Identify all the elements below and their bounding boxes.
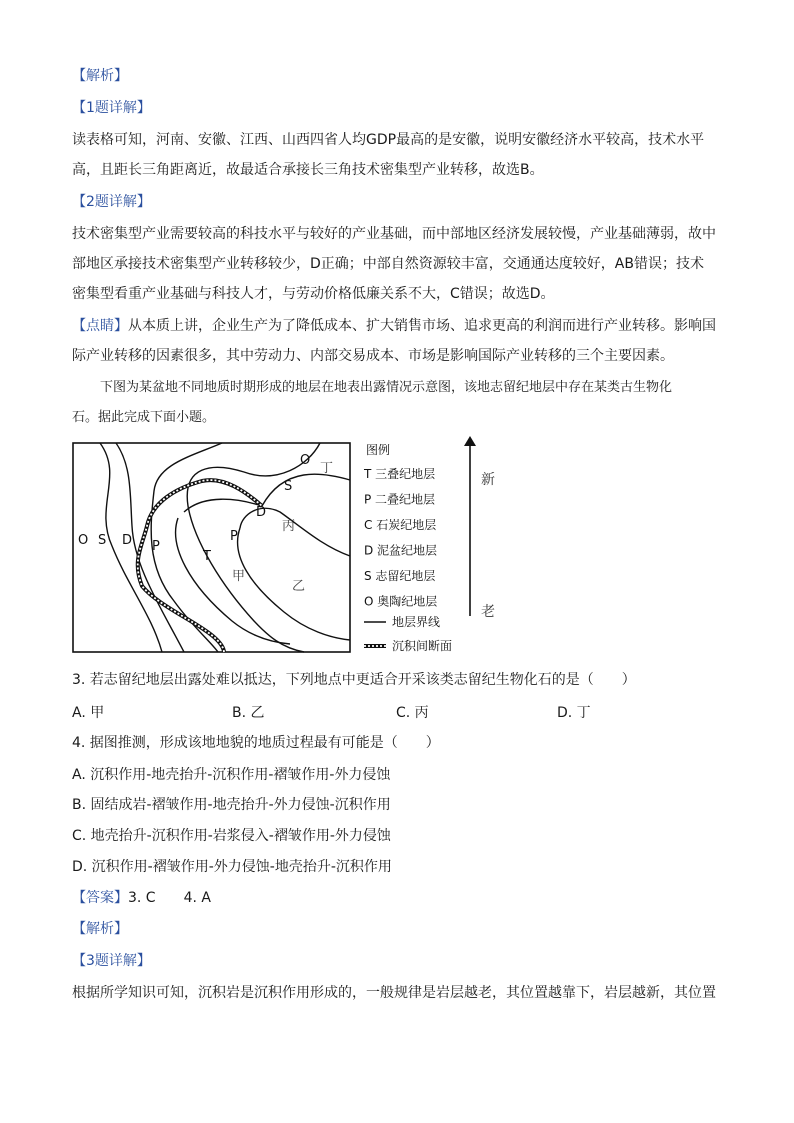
legend-item: P 二叠纪地层 [364, 492, 436, 507]
q3-option: C. 丙 [396, 705, 429, 721]
legend-item: C 石炭纪地层 [364, 518, 437, 532]
legend-item: S 志留纪地层 [364, 569, 436, 583]
q4-stem: 4. 据图推测，形成该地地貌的地质过程最有可能是（ ） [72, 735, 440, 751]
answer-text: 3. C 4. A [128, 890, 211, 906]
age-arrow-head [464, 436, 476, 446]
q4-option: C. 地壳抬升-沉积作用-岩浆侵入-褶皱作用-外力侵蚀 [72, 828, 391, 844]
place-label-ding: 丁 [320, 461, 334, 476]
q3-detail-heading: 【3题详解】 [72, 953, 151, 969]
q3-option: D. 丁 [557, 705, 591, 721]
stratum-label: O [78, 533, 89, 548]
answer-line [72, 888, 722, 908]
age-new-label: 新 [481, 472, 495, 488]
stratum-label: P [152, 539, 160, 554]
place-label-bing: 丙 [282, 519, 296, 534]
legend-boundary-label: 地层界线 [392, 615, 441, 629]
analysis-heading: 【解析】 [72, 68, 128, 84]
analysis-heading: 【解析】 [72, 921, 128, 937]
stratum-label: S [98, 533, 107, 548]
stratum-label: T [203, 549, 211, 564]
pointer-tag: 【点睛】 [72, 318, 128, 334]
q3-option: B. 乙 [232, 705, 265, 721]
q2-text-line: 密集型看重产业基础与科技人才，与劳动价格低廉关系不大，C错误；故选D。 [72, 286, 555, 302]
q1-detail-heading: 【1题详解】 [72, 100, 151, 116]
q2-text-line: 部地区承接技术密集型产业转移较少，D正确；中部自然资源较丰富，交通通达度较好，AB错误；技术 [72, 256, 704, 272]
legend-item: D 泥盆纪地层 [364, 543, 438, 558]
q4-option: D. 沉积作用-褶皱作用-外力侵蚀-地壳抬升-沉积作用 [72, 859, 392, 875]
legend-unconformity-label: 沉积间断面 [392, 639, 453, 653]
q2-detail-heading: 【2题详解】 [72, 194, 151, 210]
stratum-label: D [256, 505, 267, 520]
q3-stem: 3. 若志留纪地层出露处难以抵达，下列地点中更适合开采该类志留纪生物化石的是（ ） [72, 672, 636, 688]
legend-item: O 奥陶纪地层 [364, 594, 438, 609]
q4-option: A. 沉积作用-地壳抬升-沉积作用-褶皱作用-外力侵蚀 [72, 767, 391, 783]
pointer-text: 从本质上讲，企业生产为了降低成本、扩大销售市场、追求更高的利润而进行产业转移。影响国 [128, 318, 716, 334]
stratum-label: S [284, 479, 293, 494]
stratum-label: O [300, 453, 311, 468]
figure-caption: 下图为某盆地不同地质时期形成的地层在地表出露情况示意图，该地志留纪地层中存在某类古生物化 [100, 380, 673, 395]
legend-item: T 三叠纪地层 [364, 467, 436, 481]
stratum-label: P [230, 529, 238, 544]
pointer-paragraph [72, 316, 722, 336]
geologic-map-figure [72, 436, 712, 658]
age-old-label: 老 [481, 604, 495, 620]
q3-option: A. 甲 [72, 705, 105, 721]
q1-text-line: 高，且距长三角距离近，故最适合承接长三角技术密集型产业转移，故选B。 [72, 162, 544, 178]
place-label-yi: 乙 [292, 579, 306, 594]
q3-text-line: 根据所学知识可知，沉积岩是沉积作用形成的，一般规律是岩层越老，其位置越靠下，岩层越新，其位置 [72, 985, 716, 1001]
q1-text-line: 读表格可知，河南、安徽、江西、山西四省人均GDP最高的是安徽，说明安徽经济水平较高，技术水平 [72, 132, 705, 148]
legend-title: 图例 [366, 443, 391, 457]
pointer-text-line: 际产业转移的因素很多，其中劳动力、内部交易成本、市场是影响国际产业转移的三个主要因素。 [72, 348, 674, 364]
q4-option: B. 固结成岩-褶皱作用-地壳抬升-外力侵蚀-沉积作用 [72, 797, 391, 813]
boundary-line [187, 443, 320, 652]
answer-tag: 【答案】 [72, 890, 128, 906]
stratum-label: D [122, 533, 133, 548]
figure-caption: 石。据此完成下面小题。 [72, 410, 216, 425]
place-label-jia: 甲 [232, 569, 246, 584]
q2-text-line: 技术密集型产业需要较高的科技水平与较好的产业基础，而中部地区经济发展较慢，产业基础薄弱，故中 [72, 226, 716, 242]
